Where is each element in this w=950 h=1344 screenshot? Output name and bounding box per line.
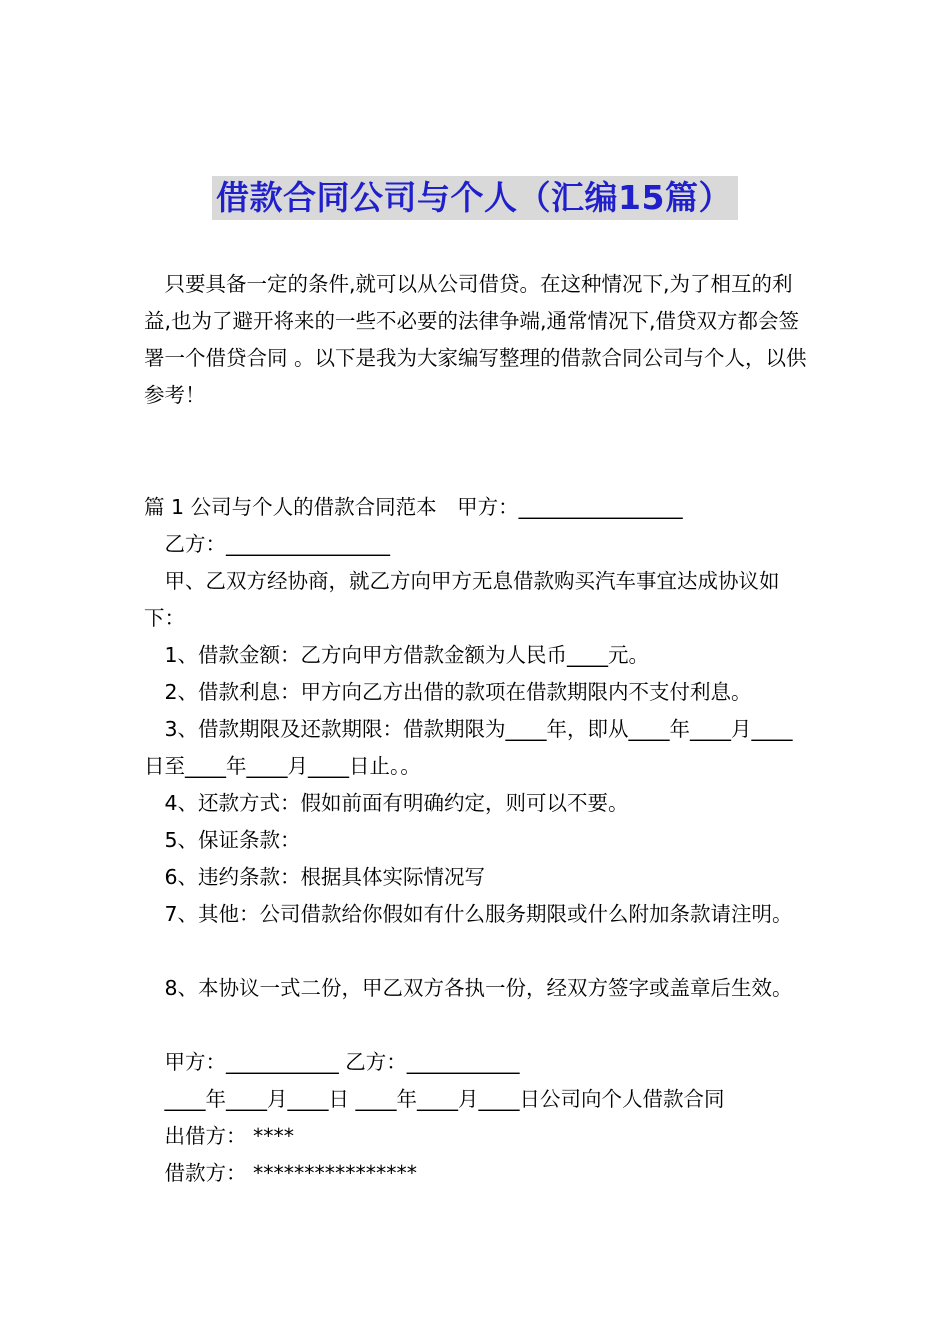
- clause-5: 5、保证条款：: [144, 828, 301, 852]
- lender-line: 出借方： ****: [144, 1124, 295, 1148]
- party-b-line: 乙方：________________: [144, 532, 390, 556]
- title-container: [0, 176, 950, 220]
- intro-paragraph: 只要具备一定的条件,就可以从公司借贷。在这种情况下,为了相互的利益,也为了避开将来的一些不必要的法律争端,通常情况下,借贷双方都会签署一个借贷合同 。以下是我为大家编写整理的借款合同公司与个人，以供参考！: [144, 272, 807, 407]
- signature-line: 甲方：___________ 乙方：___________: [144, 1050, 520, 1074]
- clause-7: 7、其他：公司借款给你假如有什么服务期限或什么附加条款请注明。: [144, 902, 793, 926]
- borrower-line: 借款方： ****************: [144, 1161, 418, 1185]
- section-heading: 篇 1 公司与个人的借款合同范本 甲方：________________: [144, 495, 683, 519]
- document-title: 借款合同公司与个人（汇编15篇）: [212, 176, 738, 220]
- agreement-paragraph: 甲、乙双方经协商，就乙方向甲方无息借款购买汽车事宜达成协议如下：: [144, 569, 780, 630]
- clause-8: 8、本协议一式二份，甲乙双方各执一份，经双方签字或盖章后生效。: [144, 976, 793, 1000]
- clause-6: 6、违约条款：根据具体实际情况写: [144, 865, 486, 889]
- clause-3: 3、借款期限及还款期限：借款期限为____年，即从____年____月____日至____年____月____日止。。: [144, 717, 793, 778]
- date-line: ____年____月____日 ____年____月____日公司向个人借款合同: [144, 1087, 725, 1111]
- clause-1: 1、借款金额：乙方向甲方借款金额为人民币____元。: [144, 643, 650, 667]
- clause-2: 2、借款利息：甲方向乙方出借的款项在借款期限内不支付利息。: [144, 680, 752, 704]
- clause-4: 4、还款方式：假如前面有明确约定，则可以不要。: [144, 791, 629, 815]
